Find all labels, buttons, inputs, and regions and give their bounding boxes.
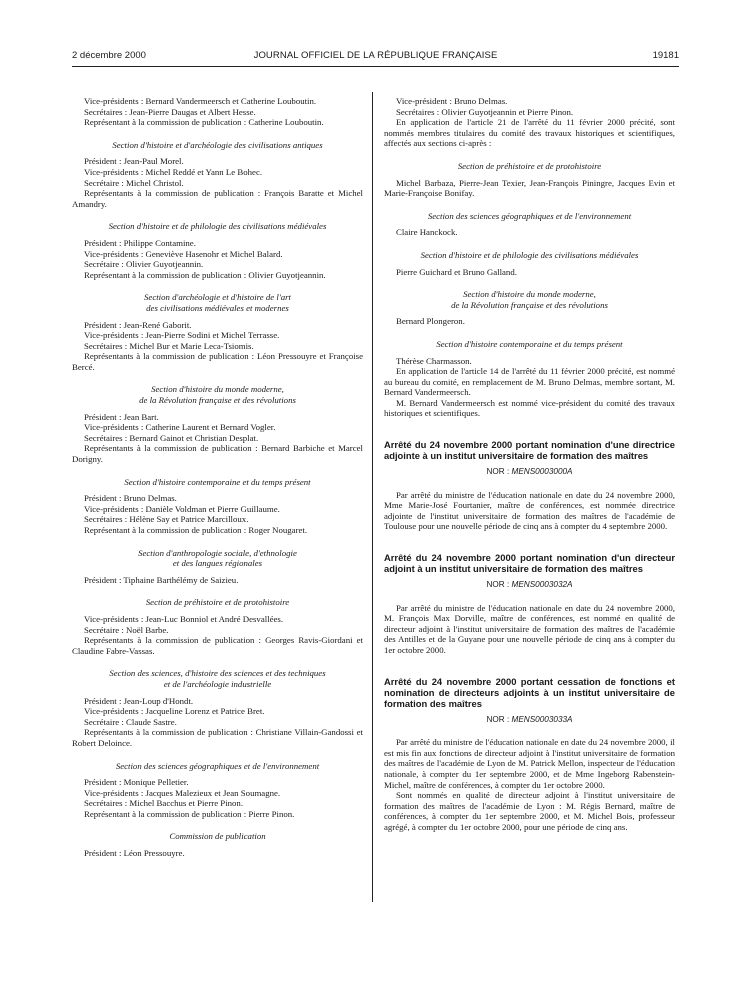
nor-reference bbox=[384, 467, 675, 478]
section-heading-line: des civilisations médiévales et modernes bbox=[146, 302, 289, 313]
text-line: Représentants à la commission de publication : Christiane Villain-Gandossi et Robert Deloince. bbox=[72, 727, 363, 748]
section-heading: Section d'histoire et de philologie des civilisations médiévales bbox=[108, 221, 327, 232]
text-line: Président : Jean-Loup d'Hondt. bbox=[84, 695, 194, 706]
nor-code: MENS0003032A bbox=[511, 580, 573, 590]
text-line: Vice-présidents : Jacques Malezieux et Jean Soumagne. bbox=[84, 787, 281, 798]
text-line: Représentants à la commission de publication : François Baratte et Michel Amandry. bbox=[72, 188, 363, 209]
text-line: Par arrêté du ministre de l'éducation nationale en date du 24 novembre 2000, Mme Marie-José Fourtanier, maître de conférences, est nommée directrice adjointe de l'institut universitaire de formation des maîtres de l'académie de Toulouse pour une nouvelle période de cinq ans à compter du 4 septembre 2000. bbox=[384, 489, 675, 532]
decree-title: Arrêté du 24 novembre 2000 portant nomination d'une directrice adjointe à un institut universitaire de formation des maîtres bbox=[384, 439, 675, 462]
text-line: Président : Monique Pelletier. bbox=[84, 777, 189, 788]
section-heading bbox=[72, 668, 363, 689]
text-line: Représentant à la commission de publication : Pierre Pinon. bbox=[84, 808, 295, 819]
nor-label: NOR : bbox=[486, 467, 510, 477]
nor-code: MENS0003033A bbox=[511, 714, 573, 724]
section-heading-line: Section d'archéologie et d'histoire de l'art bbox=[144, 292, 291, 303]
section-heading: Section des sciences géographiques et de l'environnement bbox=[115, 760, 320, 771]
decree-title: Arrêté du 24 novembre 2000 portant nomination d'un directeur adjoint à un institut universitaire de formation des maîtres bbox=[384, 552, 675, 575]
text-line: Président : Léon Pressouyre. bbox=[84, 848, 185, 859]
page-number: 19181 bbox=[652, 50, 679, 61]
nor-reference bbox=[384, 715, 675, 726]
section-heading: Section de préhistoire et de protohistoire bbox=[457, 160, 602, 171]
section-heading: Section de préhistoire et de protohistoire bbox=[145, 597, 290, 608]
text-line: Vice-président : Bruno Delmas. bbox=[396, 96, 508, 106]
section-heading bbox=[72, 384, 363, 405]
nor-reference bbox=[384, 580, 675, 591]
text-line: Secrétaires : Hélène Say et Patrice Marcilloux. bbox=[84, 514, 249, 525]
issue-date: 2 décembre 2000 bbox=[72, 50, 146, 61]
text-line: Représentant à la commission de publication : Catherine Louboutin. bbox=[84, 117, 324, 128]
section-heading-line: Section des sciences, d'histoire des sciences et des techniques bbox=[109, 668, 326, 679]
text-line: Représentant à la commission de publication : Roger Nougaret. bbox=[84, 525, 308, 535]
text-line: Vice-présidents : Michel Reddé et Yann Le Bohec. bbox=[84, 166, 263, 177]
text-line: Président : Tiphaine Barthélémy de Saizieu. bbox=[84, 574, 239, 585]
journal-title: JOURNAL OFFICIEL DE LA RÉPUBLIQUE FRANÇAISE bbox=[253, 50, 498, 61]
text-line: Secrétaires : Bernard Gainot et Christian Desplat. bbox=[84, 432, 259, 443]
text-line: Bernard Plongeron. bbox=[396, 316, 465, 327]
nor-label: NOR : bbox=[486, 714, 510, 724]
text-line: Pierre Guichard et Bruno Galland. bbox=[396, 266, 517, 277]
text-line: Secrétaires : Jean-Pierre Daugas et Albert Hesse. bbox=[84, 106, 256, 117]
text-line: Secrétaire : Claude Sastre. bbox=[84, 716, 177, 727]
text-line: Représentants à la commission de publication : Bernard Barbiche et Marcel Dorigny. bbox=[72, 443, 363, 465]
section-heading-line: de la Révolution française et des révolutions bbox=[139, 395, 296, 406]
section-heading: Section d'histoire et de philologie des civilisations médiévales bbox=[420, 249, 639, 260]
section-heading: Section des sciences géographiques et de l'environnement bbox=[427, 210, 632, 221]
nor-label: NOR : bbox=[486, 580, 510, 590]
nor-code: MENS0003000A bbox=[511, 467, 573, 477]
text-line: Vice-présidents : Jean-Pierre Sodini et Michel Terrasse. bbox=[84, 330, 280, 341]
text-line: Représentant à la commission de publication : Olivier Guyotjeannin. bbox=[84, 269, 326, 280]
header-rule bbox=[72, 66, 679, 67]
text-line: Thérèse Charmasson. bbox=[396, 355, 472, 366]
text-line: Président : Jean Bart. bbox=[84, 411, 159, 422]
text-line: Par arrêté du ministre de l'éducation nationale en date du 24 novembre 2000, M. François Max Dorville, maître de conférences, est nommé en qualité de directeur adjoint à l'institut universitaire de formation des maîtres de l'académie des Antilles et de la Guyane pour une nouvelle période de cinq ans à compter du 1er octobre 2000. bbox=[384, 602, 675, 655]
text-line: Vice-présidents : Bernard Vandermeersch et Catherine Louboutin. bbox=[84, 96, 317, 106]
section-heading-line: et des langues régionales bbox=[172, 558, 263, 569]
text-line: Vice-présidents : Danièle Voldman et Pierre Guillaume. bbox=[84, 503, 280, 514]
section-heading bbox=[384, 289, 675, 310]
text-line: Représentants à la commission de publication : Georges Ravis-Giordani et Claudine Fabre-Vassas. bbox=[72, 635, 363, 656]
text-line: Vice-présidents : Jacqueline Lorenz et Patrice Bret. bbox=[84, 706, 265, 717]
section-heading-line: Section d'histoire du monde moderne, bbox=[463, 289, 596, 300]
column-divider bbox=[372, 92, 373, 902]
text-line: Président : Jean-René Gaborit. bbox=[84, 319, 192, 330]
text-line: Président : Bruno Delmas. bbox=[84, 493, 177, 504]
section-heading: Section d'histoire contemporaine et du temps présent bbox=[436, 338, 623, 349]
text-line: Secrétaires : Michel Bur et Marie Leca-Tsiomis. bbox=[84, 340, 254, 351]
text-line: Vice-présidents : Geneviève Hasenohr et Michel Balard. bbox=[84, 248, 283, 259]
section-heading-line: Section d'histoire du monde moderne, bbox=[151, 384, 284, 395]
text-line: Président : Jean-Paul Morel. bbox=[84, 156, 184, 167]
text-line: M. Bernard Vandermeersch est nommé vice-président du comité des travaux historiques et scientifiques. bbox=[384, 397, 675, 419]
text-line: Secrétaire : Michel Christol. bbox=[84, 177, 184, 188]
section-heading: Section d'histoire et d'archéologie des civilisations antiques bbox=[112, 139, 323, 150]
section-heading bbox=[72, 548, 363, 569]
text-line: Secrétaire : Noël Barbe. bbox=[84, 624, 169, 635]
text-line: En application de l'article 14 de l'arrêté du 11 février 2000 précité, est nommé au bureau du comité, en remplacement de M. Bruno Delmas, membre sortant, M. Bernard Vandermeersch. bbox=[384, 366, 675, 398]
text-line: Vice-présidents : Jean-Luc Bonniol et André Desvallées. bbox=[84, 613, 284, 624]
text-line: Claire Hanckock. bbox=[396, 227, 458, 238]
text-line: Michel Barbaza, Pierre-Jean Texier, Jean-François Piningre, Jacques Evin et Marie-Françoise Bonifay. bbox=[384, 177, 675, 199]
text-line: Président : Philippe Contamine. bbox=[84, 237, 196, 248]
text-line: Secrétaires : Olivier Guyotjeannin et Pierre Pinon. bbox=[396, 106, 574, 117]
section-heading-line: de la Révolution française et des révolutions bbox=[451, 299, 608, 310]
section-heading-line: et de l'archéologie industrielle bbox=[163, 678, 272, 689]
text-line: En application de l'article 21 de l'arrêté du 11 février 2000 précité, sont nommés membres titulaires du comité des travaux historiques et scientifiques, affectés aux sections ci-après : bbox=[384, 117, 675, 149]
right-column bbox=[384, 96, 675, 833]
section-heading: Section d'histoire contemporaine et du temps présent bbox=[124, 476, 311, 487]
section-heading bbox=[72, 292, 363, 313]
section-heading-line: Section d'anthropologie sociale, d'ethnologie bbox=[138, 547, 297, 558]
page-header bbox=[72, 50, 679, 64]
section-heading: Commission de publication bbox=[169, 831, 266, 842]
left-column bbox=[72, 96, 363, 859]
text-line: Secrétaires : Michel Bacchus et Pierre Pinon. bbox=[84, 798, 244, 809]
text-line: Sont nommés en qualité de directeur adjoint à l'institut universitaire de formation des maîtres de l'académie de Lyon : M. Régis Bernard, maître de conférences, à compter du 1er septembre 2000, et M. Michel Bois, professeur agrégé, à compter du 1er octobre 2000, pour une période de cinq ans. bbox=[384, 790, 675, 832]
text-line: Vice-présidents : Catherine Laurent et Bernard Vogler. bbox=[84, 422, 276, 433]
text-line: Secrétaire : Olivier Guyotjeannin. bbox=[84, 259, 204, 270]
decree-title: Arrêté du 24 novembre 2000 portant cessation de fonctions et nomination de directeurs adjoints à un institut universitaire de formation des maîtres bbox=[384, 675, 675, 709]
text-line: Par arrêté du ministre de l'éducation nationale en date du 24 novembre 2000, il est mis fin aux fonctions de directeur adjoint à l'institut universitaire de formation des maîtres de l'académie de Lyon de M. Patrick Mellon, inspecteur de l'éducation nationale, à compter du 1er septembre 2000, et de Mme Ingeborg Rabenstein-Michel, maître de conférences, à compter du 1er octobre 2000. bbox=[384, 737, 675, 790]
text-line: Représentants à la commission de publication : Léon Pressouyre et Françoise Bercé. bbox=[72, 351, 363, 372]
